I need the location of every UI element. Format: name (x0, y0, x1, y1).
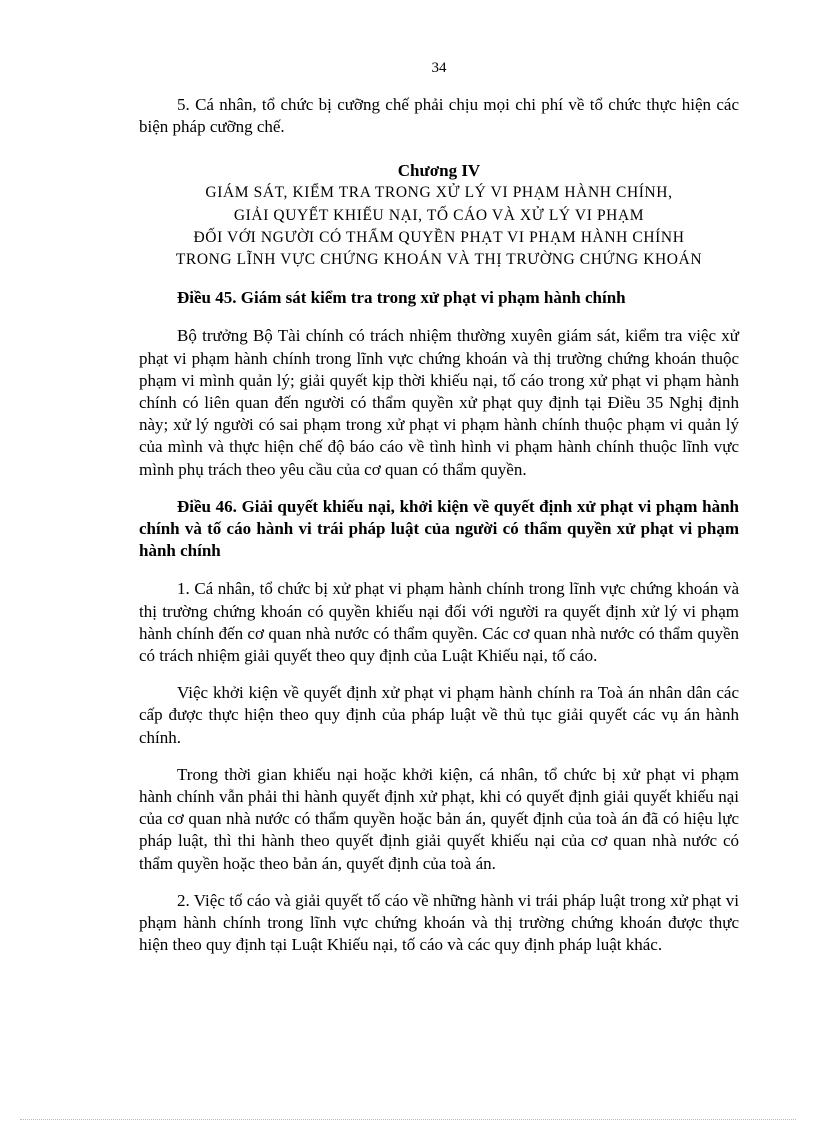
article-46-paragraph-1: 1. Cá nhân, tổ chức bị xử phạt vi phạm hành chính trong lĩnh vực chứng khoán và thị trường chứng khoán có quyền khiếu nại đối với người ra quyết định xử lý vi phạm hành chính đến cơ quan nhà nước có thẩm quyền. Các cơ quan nhà nước có thẩm quyền có trách nhiệm giải quyết theo quy định của Luật Khiếu nại, tố cáo. (139, 579, 739, 666)
chapter-subtitle-line: GIẢI QUYẾT KHIẾU NẠI, TỐ CÁO VÀ XỬ LÝ VI PHẠM (233, 206, 645, 224)
chapter-title: Chương IV (397, 161, 481, 181)
page-bottom-divider (20, 1119, 796, 1120)
article-46-paragraph-4: 2. Việc tố cáo và giải quyết tố cáo về những hành vi trái pháp luật trong xử phạt vi phạm hành chính trong lĩnh vực chứng khoán và thị trường chứng khoán được thực hiện theo quy định tại Luật Khiếu nại, tố cáo và các quy định pháp luật khác. (139, 890, 739, 955)
article-46-heading: Điều 46. Giải quyết khiếu nại, khởi kiện về quyết định xử phạt vi phạm hành chính và tố cáo hành vi trái pháp luật của người có thẩm quyền xử phạt vi phạm hành chính (139, 496, 739, 561)
chapter-subtitle-line: GIÁM SÁT, KIỂM TRA TRONG XỬ LÝ VI PHẠM HÀNH CHÍNH, (205, 184, 673, 202)
document-body (139, 94, 739, 972)
article-45-paragraph: Bộ trưởng Bộ Tài chính có trách nhiệm thường xuyên giám sát, kiểm tra việc xử phạt vi phạm hành chính trong lĩnh vực chứng khoán và thị trường chứng khoán thuộc phạm vi mình quản lý; giải quyết kịp thời khiếu nại, tố cáo trong xử phạt vi phạm hành chính có liên quan đến người có thẩm quyền xử phạt quy định tại Điều 35 Nghị định này; xử lý người có sai phạm trong xử phạt vi phạm hành chính thuộc phạm vi quản lý của mình và thực hiện chế độ báo cáo về tình hình vi phạm hành chính thuộc lĩnh vực mình phụ trách theo yêu cầu của cơ quan có thẩm quyền. (139, 326, 739, 479)
article-46-paragraph-2: Việc khởi kiện về quyết định xử phạt vi phạm hành chính ra Toà án nhân dân các cấp được thực hiện theo quy định của pháp luật về thủ tục giải quyết các vụ án hành chính. (139, 683, 739, 747)
paragraph-clause-5: 5. Cá nhân, tổ chức bị cưỡng chế phải chịu mọi chi phí về tổ chức thực hiện các biện pháp cưỡng chế. (139, 95, 739, 137)
chapter-subtitle-line: ĐỐI VỚI NGƯỜI CÓ THẨM QUYỀN PHẠT VI PHẠM HÀNH CHÍNH (193, 228, 685, 246)
article-45-heading: Điều 45. Giám sát kiểm tra trong xử phạt vi phạm hành chính (177, 288, 626, 308)
chapter-subtitle-line: TRONG LĨNH VỰC CHỨNG KHOÁN VÀ THỊ TRƯỜNG CHỨNG KHOÁN (175, 251, 703, 269)
page-number: 34 (431, 60, 447, 76)
article-46-paragraph-3: Trong thời gian khiếu nại hoặc khởi kiện, cá nhân, tổ chức bị xử phạt vi phạm hành chính vẫn phải thi hành quyết định xử phạt, khi có quyết định giải quyết khiếu nại của cơ quan nhà nước có thẩm quyền hoặc bản án, quyết định của toà án đã có hiệu lực pháp luật, thì thi hành theo quyết định giải quyết khiếu nại của cơ quan nhà nước có thẩm quyền hoặc theo bản án, quyết định của toà án. (139, 764, 739, 873)
chapter-heading (139, 160, 739, 271)
